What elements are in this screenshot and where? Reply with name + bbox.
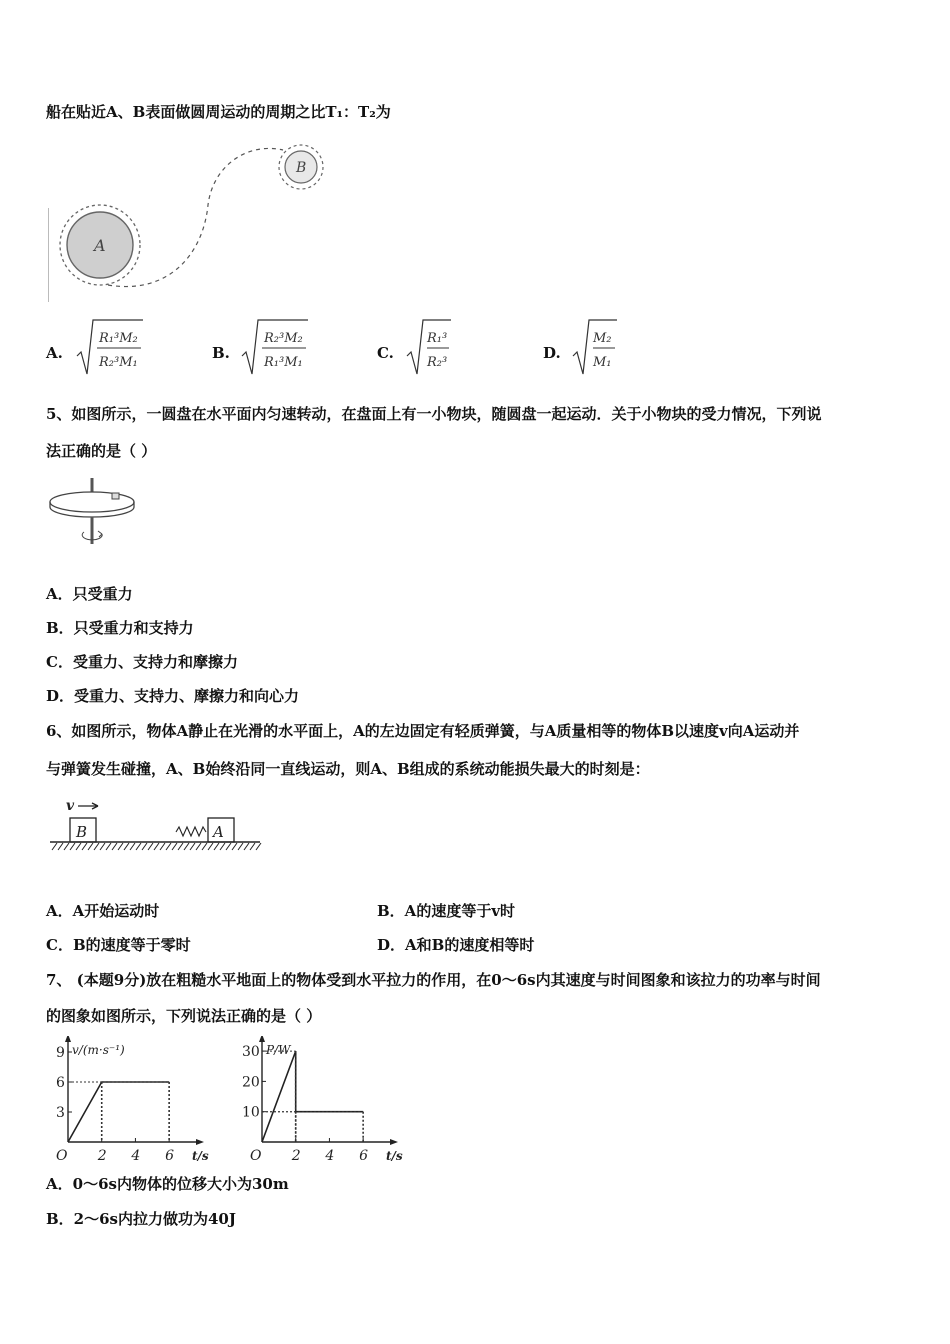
- p-chart-y-arrow-icon: [259, 1036, 265, 1042]
- q5-option-a[interactable]: A．只受重力: [46, 585, 133, 603]
- p-chart-x-arrow-icon: [390, 1139, 398, 1145]
- svg-text:R₁³M₁: R₁³M₁: [264, 355, 303, 370]
- power-time-chart: [240, 1036, 415, 1166]
- q5-stem-line2: 法正确的是（ ）: [46, 442, 157, 460]
- q4-option-b-formula: [240, 318, 310, 378]
- q4-option-d-letter[interactable]: D.: [543, 344, 561, 362]
- svg-text:R₂³M₁: R₂³M₁: [99, 355, 138, 370]
- svg-text:R₁³M₂: R₁³M₂: [99, 331, 138, 346]
- q6-option-b[interactable]: B．A的速度等于v时: [377, 902, 516, 920]
- q6-stem-line2: 与弹簧发生碰撞，A、B始终沿同一直线运动，则A、B组成的系统动能损失最大的时刻是：: [46, 760, 650, 778]
- q7-option-a[interactable]: A．0～6s内物体的位移大小为30m: [46, 1175, 289, 1193]
- v-chart-x-arrow-icon: [196, 1139, 204, 1145]
- v-chart-ytick-label-1: 6: [56, 1075, 65, 1091]
- svg-text:R₂³: R₂³: [427, 355, 448, 370]
- p-chart-ytick-label-2: 30: [242, 1044, 260, 1061]
- q5-stem-line1: 5、如图所示，一圆盘在水平面内匀速转动，在盘面上有一小物块，随圆盘一起运动．关于小物块的受力情况，下列说: [46, 405, 822, 423]
- v-chart-ytick-label-2: 9: [56, 1045, 65, 1061]
- q5-option-c[interactable]: C．受重力、支持力和摩擦力: [46, 653, 238, 671]
- q6-option-a[interactable]: A．A开始运动时: [46, 902, 160, 920]
- v-chart-xtick-label-2: 6: [165, 1148, 175, 1164]
- p-chart-ylabel: P/W: [266, 1043, 291, 1057]
- v-chart-y-arrow-icon: [65, 1036, 71, 1042]
- v-chart-origin: O: [56, 1148, 68, 1164]
- p-chart-ytick-label-0: 10: [242, 1104, 260, 1121]
- block-a-label: A: [213, 823, 224, 841]
- block-b-label: B: [76, 823, 88, 841]
- q5-option-d[interactable]: D．受重力、支持力、摩擦力和向心力: [46, 687, 300, 705]
- q4-option-a-formula: [75, 318, 145, 378]
- q5-disc-figure: [46, 474, 141, 554]
- velocity-label: v: [66, 798, 75, 814]
- q6-option-c[interactable]: C．B的速度等于零时: [46, 936, 191, 954]
- v-chart-xtick-label-1: 4: [131, 1148, 141, 1164]
- velocity-time-chart: [46, 1036, 221, 1166]
- q7-stem-line1: 7、 (本题9分)放在粗糙水平地面上的物体受到水平拉力的作用，在0～6s内其速度与时间图象和该拉力的功率与时间: [46, 971, 821, 989]
- q4-option-c-formula: [405, 318, 455, 378]
- svg-text:R₁³: R₁³: [427, 331, 448, 346]
- svg-text:M₂: M₂: [593, 331, 612, 346]
- q4-option-b-letter[interactable]: B.: [212, 344, 230, 362]
- planet-b-label: B: [296, 160, 307, 176]
- v-chart-ytick-label-0: 3: [56, 1105, 65, 1121]
- transfer-path: [108, 148, 283, 286]
- spring: [176, 827, 206, 836]
- q7-option-b[interactable]: B．2～6s内拉力做功为40J: [46, 1210, 236, 1228]
- planet-a-label: A: [94, 236, 106, 255]
- v-chart-xlabel: t/s: [192, 1149, 209, 1163]
- p-chart-ytick-label-1: 20: [242, 1074, 260, 1091]
- v-chart-ylabel: v/(m·s⁻¹): [72, 1043, 125, 1057]
- q6-collision-figure: [48, 796, 268, 858]
- p-chart-xtick-label-1: 4: [325, 1148, 335, 1164]
- q5-option-b[interactable]: B．只受重力和支持力: [46, 619, 194, 637]
- q6-stem-line1: 6、如图所示，物体A静止在光滑的水平面上，A的左边固定有轻质弹簧，与A质量相等的物体B以速度v向A运动并: [46, 722, 800, 740]
- p-chart-xtick-label-2: 6: [359, 1148, 369, 1164]
- p-chart-xtick-label-0: 2: [291, 1148, 301, 1164]
- v-chart-xtick-label-0: 2: [97, 1148, 107, 1164]
- svg-text:M₁: M₁: [593, 355, 612, 370]
- p-chart-xlabel: t/s: [386, 1149, 403, 1163]
- q4-planets-figure: [48, 130, 338, 310]
- v-chart-series-line: [68, 1082, 169, 1142]
- svg-text:R₂³M₂: R₂³M₂: [264, 331, 303, 346]
- q4-option-d-formula: [571, 318, 621, 378]
- q4-option-c-letter[interactable]: C.: [377, 344, 394, 362]
- p-chart-series-line: [262, 1051, 363, 1142]
- q7-stem-line2: 的图象如图所示，下列说法正确的是（ ）: [46, 1007, 322, 1025]
- q6-option-d[interactable]: D．A和B的速度相等时: [377, 936, 535, 954]
- p-chart-origin: O: [250, 1148, 262, 1164]
- q4-stem: 船在贴近A、B表面做圆周运动的周期之比T₁：T₂为: [46, 103, 391, 121]
- small-block: [112, 493, 119, 499]
- q4-option-a-letter[interactable]: A.: [46, 344, 63, 362]
